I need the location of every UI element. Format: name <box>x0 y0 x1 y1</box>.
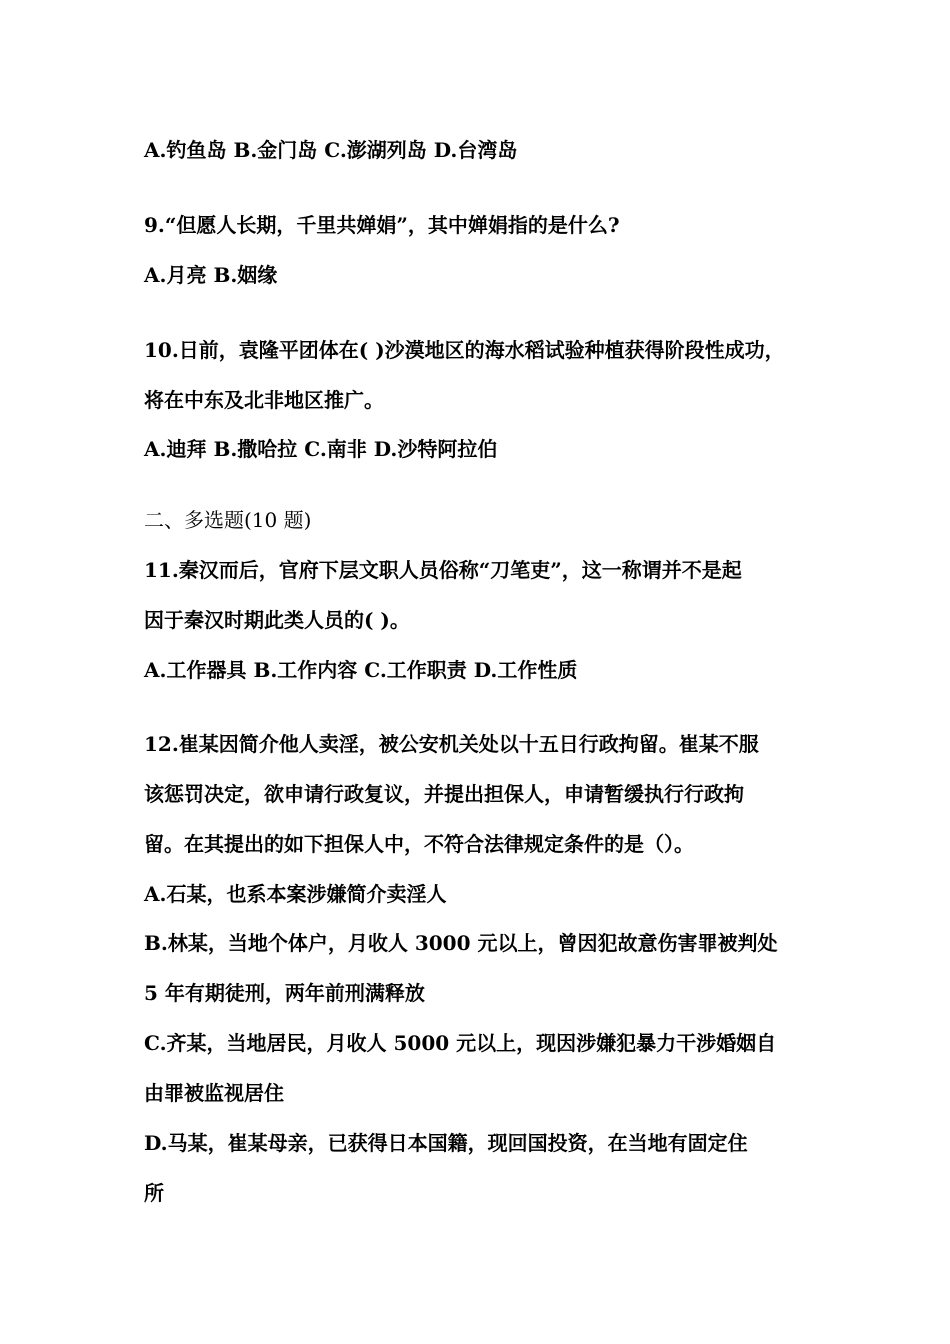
q9-options: A.月亮 B.姻缘 <box>144 263 278 287</box>
q11-question-line1: 11.秦汉而后，官府下层文职人员俗称“刀笔吏”，这一称谓并不是起 <box>144 558 742 582</box>
q12-question-line1: 12.崔某因简介他人卖淫，被公安机关处以十五日行政拘留。崔某不服 <box>144 732 759 756</box>
q11-options: A.工作器具 B.工作内容 C.工作职责 D.工作性质 <box>144 658 578 682</box>
q12-option-c-line2: 由罪被监视居住 <box>144 1081 284 1105</box>
q10-options: A.迪拜 B.撒哈拉 C.南非 D.沙特阿拉伯 <box>144 437 498 461</box>
q10-question-line1: 10.日前，袁隆平团体在( )沙漠地区的海水稻试验种植获得阶段性成功， <box>144 338 785 362</box>
q12-option-d-line2: 所 <box>144 1181 164 1205</box>
q12-option-b-line2: 5 年有期徒刑，两年前刑满释放 <box>144 981 425 1005</box>
q9-question: 9.“但愿人长期，千里共婵娟”，其中婵娟指的是什么? <box>144 213 620 237</box>
q12-question-line2: 该惩罚决定，欲申请行政复议，并提出担保人，申请暂缓执行行政拘 <box>144 782 744 806</box>
q8-options: A.钓鱼岛 B.金门岛 C.澎湖列岛 D.台湾岛 <box>144 138 518 162</box>
q11-question-line2: 因于秦汉时期此类人员的( )。 <box>144 608 410 632</box>
section-heading: 二、多选题(10 题) <box>144 508 312 532</box>
q12-option-b-line1: B.林某，当地个体户，月收人 3000 元以上，曾因犯故意伤害罪被判处 <box>144 931 778 955</box>
q12-question-line3: 留。在其提出的如下担保人中，不符合法律规定条件的是（）。 <box>144 832 694 856</box>
q12-option-a: A.石某，也系本案涉嫌简介卖淫人 <box>144 882 447 906</box>
q12-option-d-line1: D.马某，崔某母亲，已获得日本国籍，现回国投资，在当地有固定住 <box>144 1131 748 1155</box>
q12-option-c-line1: C.齐某，当地居民，月收人 5000 元以上，现因涉嫌犯暴力干涉婚姻自 <box>144 1031 777 1055</box>
q10-question-line2: 将在中东及北非地区推广。 <box>144 388 384 412</box>
